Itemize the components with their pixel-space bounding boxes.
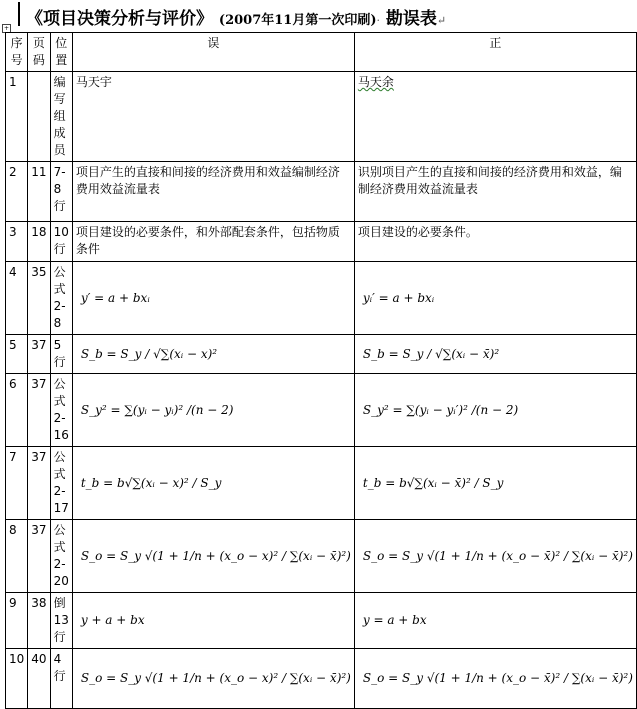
text-cursor bbox=[18, 2, 20, 26]
table-row bbox=[6, 520, 637, 593]
title-suffix: 勘误表 bbox=[385, 9, 437, 29]
table-row bbox=[6, 162, 637, 222]
cell-page bbox=[28, 72, 50, 162]
table-row bbox=[6, 262, 637, 335]
cell-page: 38 bbox=[28, 593, 50, 649]
page-title: 《项目决策分析与评价》 (2007年11月第一次印刷)· 勘误表↵ bbox=[26, 9, 447, 29]
cell-location: 编写组成员 bbox=[50, 72, 72, 162]
cell-location: 公式 2-8 bbox=[50, 262, 72, 335]
cell-page: 37 bbox=[28, 374, 50, 447]
formula-correct: S_b = S_y / √∑(xᵢ − x̄)² bbox=[354, 335, 636, 374]
header-wrong: 误 bbox=[72, 33, 354, 72]
document-title-bar bbox=[0, 0, 560, 30]
title-edition: (2007年11月第一次印刷) bbox=[218, 13, 377, 28]
cell-no: 9 bbox=[6, 593, 28, 649]
cell-correct bbox=[354, 72, 636, 162]
cell-no: 10 bbox=[6, 649, 28, 709]
title-main: 《项目决策分析与评价》 bbox=[26, 9, 213, 29]
cell-page: 37 bbox=[28, 335, 50, 374]
cell-no: 7 bbox=[6, 447, 28, 520]
cell-no: 8 bbox=[6, 520, 28, 593]
cell-page: 40 bbox=[28, 649, 50, 709]
cell-location: 5 行 bbox=[50, 335, 72, 374]
formula-correct: t_b = b√∑(xᵢ − x̄)² / S_y bbox=[354, 447, 636, 520]
formula-wrong: t_b = b√∑(xᵢ − x)² / S_y bbox=[72, 447, 354, 520]
cell-location: 10 行 bbox=[50, 222, 72, 262]
table-row bbox=[6, 222, 637, 262]
table-header-row bbox=[6, 33, 637, 72]
cell-location: 公式 2-17 bbox=[50, 447, 72, 520]
cell-no: 2 bbox=[6, 162, 28, 222]
cell-correct: 项目建设的必要条件。 bbox=[354, 222, 636, 262]
table-row bbox=[6, 335, 637, 374]
spellcheck-text: 马天余 bbox=[357, 75, 394, 89]
header-no: 序号 bbox=[6, 33, 28, 72]
cell-location: 7-8 行 bbox=[50, 162, 72, 222]
cell-page: 37 bbox=[28, 520, 50, 593]
header-location: 位置 bbox=[50, 33, 72, 72]
cell-page: 37 bbox=[28, 447, 50, 520]
formula-wrong: y + a + bx bbox=[72, 593, 354, 649]
cell-wrong: 马天宇 bbox=[72, 72, 354, 162]
header-correct: 正 bbox=[354, 33, 636, 72]
formula-wrong: S_o = S_y √(1 + 1/n + (x_o − x)² / ∑(xᵢ − x̄)²) bbox=[72, 649, 354, 709]
cell-page: 35 bbox=[28, 262, 50, 335]
formula-correct: yᵢ′ = a + bxᵢ bbox=[354, 262, 636, 335]
cell-wrong: 项目产生的直接和间接的经济费用和效益编制经济费用效益流量表 bbox=[72, 162, 354, 222]
formula-correct: S_o = S_y √(1 + 1/n + (x_o − x̄)² / ∑(xᵢ − x̄)²) bbox=[354, 649, 636, 709]
cell-correct: 识别项目产生的直接和间接的经济费用和效益，编制经济费用效益流量表 bbox=[354, 162, 636, 222]
cell-page: 11 bbox=[28, 162, 50, 222]
table-row bbox=[6, 374, 637, 447]
cell-location: 公式 2-20 bbox=[50, 520, 72, 593]
cell-location: 倒 13 行 bbox=[50, 593, 72, 649]
cell-page: 18 bbox=[28, 222, 50, 262]
cell-no: 4 bbox=[6, 262, 28, 335]
cell-no: 5 bbox=[6, 335, 28, 374]
formula-wrong: S_o = S_y √(1 + 1/n + (x_o − x)² / ∑(xᵢ − x̄)²) bbox=[72, 520, 354, 593]
cell-no: 1 bbox=[6, 72, 28, 162]
formula-correct: S_o = S_y √(1 + 1/n + (x_o − x̄)² / ∑(xᵢ − x̄)²) bbox=[354, 520, 636, 593]
cell-no: 6 bbox=[6, 374, 28, 447]
formula-wrong: y′ = a + bxᵢ bbox=[72, 262, 354, 335]
formula-correct: y = a + bx bbox=[354, 593, 636, 649]
table-row bbox=[6, 447, 637, 520]
table-anchor-icon[interactable]: + bbox=[3, 25, 10, 32]
formula-correct: S_y² = ∑(yᵢ − yᵢ′)² /(n − 2) bbox=[354, 374, 636, 447]
cell-wrong: 项目建设的必要条件，和外部配套条件，包括物质条件 bbox=[72, 222, 354, 262]
cell-location: 公式 2-16 bbox=[50, 374, 72, 447]
table-row bbox=[6, 72, 637, 162]
formula-wrong: S_b = S_y / √∑(xᵢ − x)² bbox=[72, 335, 354, 374]
cell-location: 4 行 bbox=[50, 649, 72, 709]
formula-wrong: S_y² = ∑(yᵢ − yᵢ)² /(n − 2) bbox=[72, 374, 354, 447]
cell-no: 3 bbox=[6, 222, 28, 262]
errata-table bbox=[5, 32, 637, 709]
table-row bbox=[6, 593, 637, 649]
header-page: 页码 bbox=[28, 33, 50, 72]
table-row bbox=[6, 649, 637, 709]
